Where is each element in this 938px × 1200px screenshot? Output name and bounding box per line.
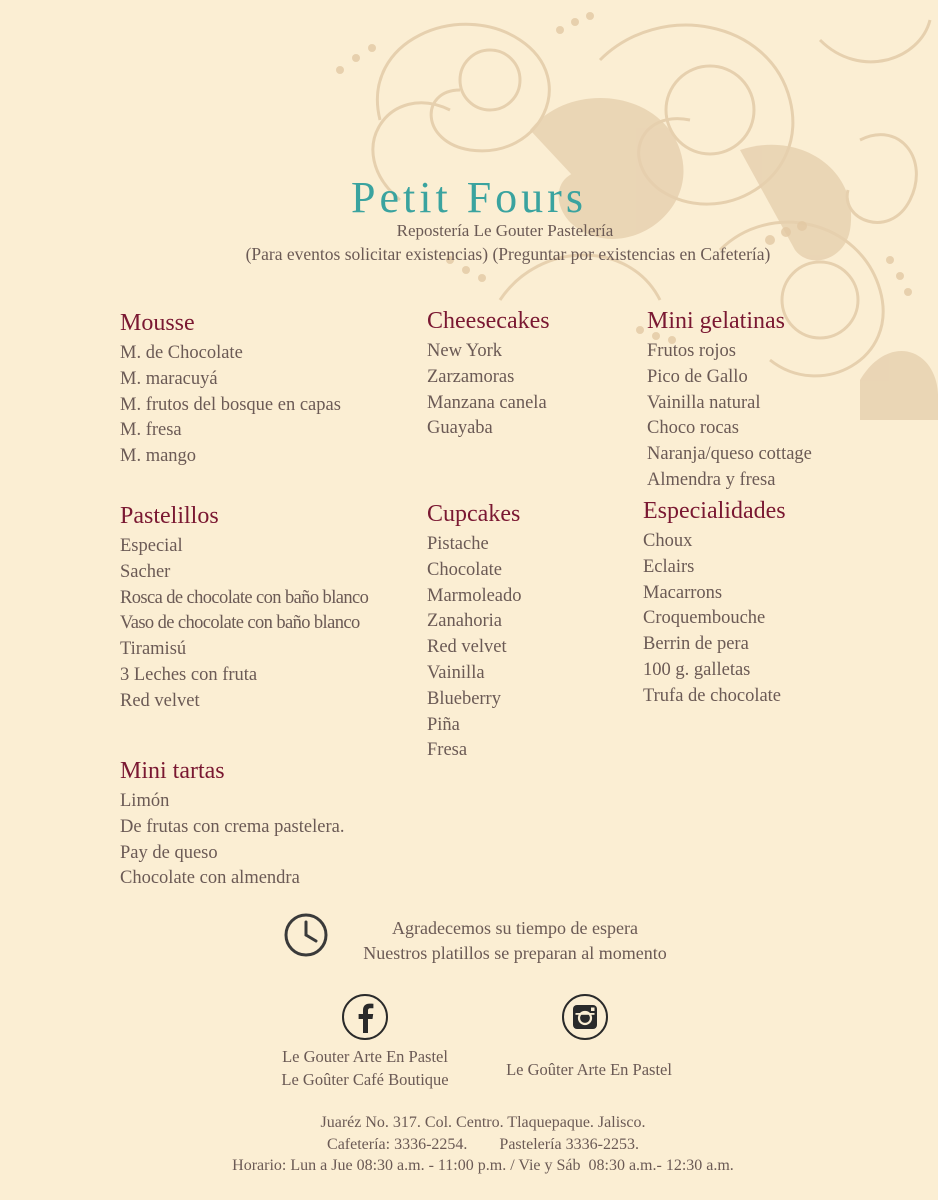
menu-item: Chocolate con almendra xyxy=(120,868,300,889)
menu-item: M. frutos del bosque en capas xyxy=(120,394,341,415)
footer-hours: Horario: Lun a Jue 08:30 a.m. - 11:00 p.m. / Vie y Sáb 08:30 a.m.- 12:30 a.m. xyxy=(232,1157,734,1174)
menu-item: Vainilla natural xyxy=(647,392,761,413)
menu-item: Pay de queso xyxy=(120,842,218,863)
menu-item: M. fresa xyxy=(120,420,182,441)
menu-item: Choux xyxy=(643,531,693,551)
menu-item: Tiramisú xyxy=(120,639,187,660)
section-heading: Especialidades xyxy=(643,498,786,524)
section-cupcakes xyxy=(427,499,522,764)
section-cheesecakes xyxy=(427,306,550,442)
facebook-pages xyxy=(258,1045,472,1091)
section-mousse xyxy=(120,308,341,470)
menu-item: De frutas con crema pastelera. xyxy=(120,816,345,837)
clock-icon xyxy=(283,912,329,958)
footer xyxy=(0,1112,938,1177)
menu-item: Guayaba xyxy=(427,418,493,439)
instagram-icon[interactable] xyxy=(561,993,609,1041)
facebook-page-2[interactable]: Le Goûter Café Boutique xyxy=(281,1070,449,1089)
menu-item: Frutos rojos xyxy=(647,341,736,361)
menu-item: M. de Chocolate xyxy=(120,343,243,363)
menu-item: New York xyxy=(427,341,503,361)
menu-item: Chocolate xyxy=(427,559,503,580)
menu-item: Manzana canela xyxy=(427,392,547,413)
availability-note: (Para eventos solicitar existencias) (Preguntar por existencias en Cafetería) xyxy=(245,244,771,264)
menu-item: Blueberry xyxy=(427,688,501,709)
menu-subtitle: Repostería Le Gouter Pastelería xyxy=(396,221,614,240)
menu-item: Red velvet xyxy=(427,637,507,658)
menu-item: Especial xyxy=(120,536,183,556)
menu-item: Rosca de chocolate con baño blanco xyxy=(120,587,369,608)
menu-item: Almendra y fresa xyxy=(647,469,776,490)
facebook-page-1[interactable]: Le Gouter Arte En Pastel xyxy=(282,1047,448,1066)
menu-item: Limón xyxy=(120,791,170,811)
menu-item: Trufa de chocolate xyxy=(643,685,782,706)
section-especialidades xyxy=(643,496,786,710)
notice-line-2: Nuestros platillos se preparan al momento xyxy=(363,943,667,963)
section-heading: Mini tartas xyxy=(120,758,225,784)
section-pastelillos xyxy=(120,501,368,715)
menu-item: Piña xyxy=(427,714,460,735)
section-heading: Mousse xyxy=(120,310,195,336)
section-heading: Mini gelatinas xyxy=(647,308,785,334)
menu-item: Vaso de chocolate con baño blanco xyxy=(120,613,360,634)
section-mini-tartas xyxy=(120,756,344,892)
menu-item: Red velvet xyxy=(120,690,200,711)
menu-item: Macarrons xyxy=(643,582,723,603)
menu-item: 100 g. galletas xyxy=(643,659,751,680)
footer-address: Juaréz No. 317. Col. Centro. Tlaquepaque. Jalisco. xyxy=(320,1114,646,1131)
footer-phones: Cafetería: 3336-2254. Pastelería 3336-2253. xyxy=(327,1135,639,1153)
menu-item: Fresa xyxy=(427,740,468,761)
section-heading: Cupcakes xyxy=(427,501,521,527)
menu-item: Pico de Gallo xyxy=(647,366,748,387)
menu-item: Pistache xyxy=(427,534,489,554)
menu-title: Petit Fours xyxy=(351,173,587,222)
menu-item: M. maracuyá xyxy=(120,368,218,389)
menu-item: Vainilla xyxy=(427,662,485,683)
menu-item: Croquembouche xyxy=(643,608,766,629)
notice-line-1: Agradecemos su tiempo de espera xyxy=(392,918,638,938)
section-mini-gelatinas xyxy=(647,306,812,494)
menu-item: Sacher xyxy=(120,561,171,582)
section-heading: Pastelillos xyxy=(120,503,219,529)
facebook-icon[interactable] xyxy=(341,993,389,1041)
section-heading: Cheesecakes xyxy=(427,308,550,334)
menu-item: Marmoleado xyxy=(427,585,522,606)
menu-item: M. mango xyxy=(120,446,197,467)
menu-item: Zarzamoras xyxy=(427,366,515,387)
menu-item: Naranja/queso cottage xyxy=(647,444,812,465)
menu-item: Choco rocas xyxy=(647,418,739,439)
menu-item: 3 Leches con fruta xyxy=(120,664,258,685)
instagram-page[interactable]: Le Goûter Arte En Pastel xyxy=(506,1060,672,1079)
menu-item: Zanahoria xyxy=(427,611,502,632)
menu-item: Berrin de pera xyxy=(643,634,749,655)
menu-item: Eclairs xyxy=(643,556,695,577)
